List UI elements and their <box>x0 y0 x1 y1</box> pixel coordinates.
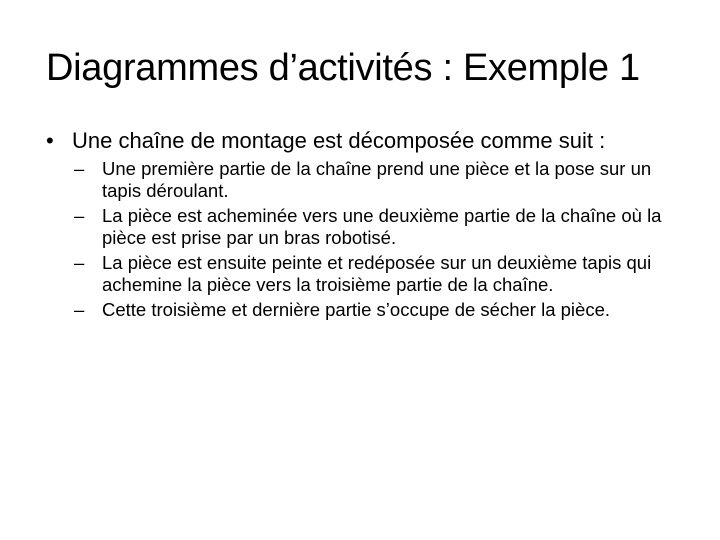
sub-bullet-text: Une première partie de la chaîne prend une pièce et la pose sur un tapis déroulant. <box>102 158 652 201</box>
sub-bullet-marker: – <box>74 252 85 273</box>
sub-bullet-text: Cette troisième et dernière partie s’occupe de sécher la pièce. <box>102 299 610 320</box>
sub-bullet-text: La pièce est ensuite peinte et redéposée sur un deuxième tapis qui achemine la pièce vers la troisième partie de la chaîne. <box>102 252 652 295</box>
slide-content <box>46 128 686 325</box>
sub-bullet-item <box>74 252 686 295</box>
sub-bullet-marker: – <box>74 299 85 320</box>
sub-bullet-item <box>74 205 686 248</box>
bullet-item <box>46 128 686 154</box>
sub-bullet-marker: – <box>74 158 85 179</box>
sub-bullet-text: La pièce est acheminée vers une deuxième partie de la chaîne où la pièce est prise par un bras robotisé. <box>102 205 662 248</box>
bullet-marker: • <box>46 128 54 153</box>
sub-bullet-marker: – <box>74 205 85 226</box>
sub-bullet-item <box>74 299 686 321</box>
slide-title: Diagrammes d’activités : Exemple 1 <box>46 47 640 89</box>
sub-bullet-list <box>46 158 686 321</box>
sub-bullet-item <box>74 158 686 201</box>
bullet-text: Une chaîne de montage est décomposée comme suit : <box>72 128 606 153</box>
